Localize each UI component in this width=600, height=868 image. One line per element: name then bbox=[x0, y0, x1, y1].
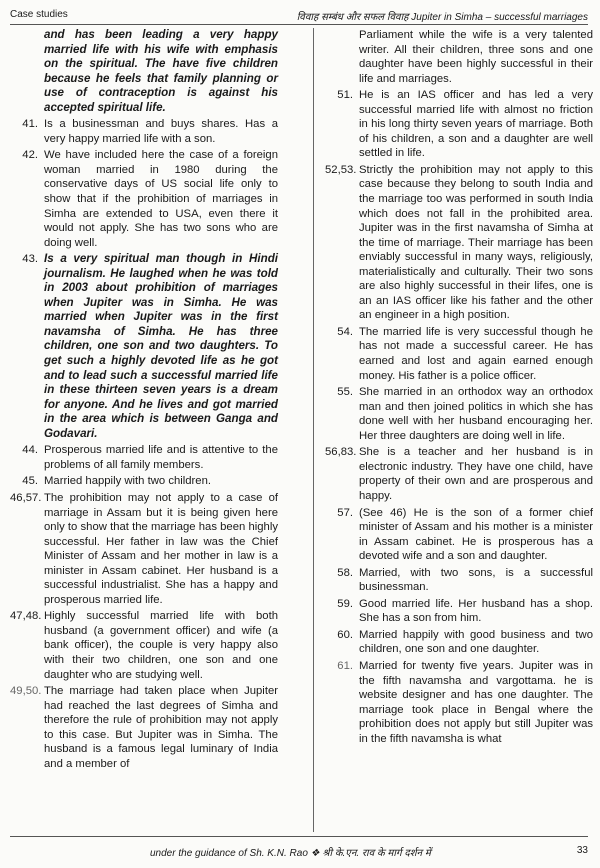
case-entry bbox=[325, 628, 593, 657]
case-text: Strictly the prohibition may not apply to this case because they belong to south India and the marriage too was performed in south India which does not fall in the prohibited area. Jupiter was in the first navamsha of Simha at the time of marriage. Their marriage has been enviably successful in many ways, religiously, materialistically and culturally. Their two sons are also highly successful in their lifes, one is an an IAS officer like his father and the other an engineer in a high position. bbox=[359, 163, 593, 322]
case-number: 60. bbox=[337, 628, 353, 641]
case-number: 41. bbox=[22, 118, 38, 131]
case-entry bbox=[325, 566, 593, 595]
case-entry bbox=[325, 325, 593, 383]
case-number: 56,83. bbox=[325, 446, 357, 459]
case-text: The marriage had taken place when Jupiter had reached the last degrees of Simha and therefore the rule of prohibition may not apply to this case. But Jupiter was in Simha. The husband is a famous legal luminary of India and a member of bbox=[44, 685, 278, 770]
case-entry bbox=[325, 385, 593, 443]
case-text: The prohibition may not apply to a case of marriage in Assam but it is being given here only to show that the marriage has been highly successful. Her father in law was the Chief Minister of Assam and her mother in law is a minister in Assam cabinet. Her husband is a successful industrialist. She has a happy and prosperous married life. bbox=[44, 491, 278, 606]
case-text: She married in an orthodox way an orthodox man and then joined politics in which she has done well with her husband encouraging her. Her three daughters are doing well in life. bbox=[359, 386, 593, 442]
case-continuation: Parliament while the wife is a very talented writer. All their children, three sons and one daughter have been highly successful in their life and marriages. bbox=[359, 29, 593, 85]
case-text: She is a teacher and her husband is in electronic industry. They have one child, have property of their own and are prosperous and happy. bbox=[359, 446, 593, 502]
case-number: 49,50. bbox=[10, 685, 42, 698]
case-entry bbox=[10, 443, 278, 472]
case-continuation: and has been leading a very happy married life with his wife with emphasis on the spiritual. The have five children because he feels that family planning or use of contraception is against his accepted spiritual life. bbox=[44, 28, 278, 114]
case-entry bbox=[10, 474, 278, 489]
case-number: 61. bbox=[337, 659, 353, 672]
case-number: 43. bbox=[22, 253, 38, 266]
case-entry bbox=[325, 506, 593, 564]
case-entry bbox=[325, 659, 593, 746]
case-number: 46,57. bbox=[10, 491, 42, 504]
header-chapter-title: विवाह सम्बंध और सफल विवाह Jupiter in Simha – successful marriages bbox=[296, 12, 588, 23]
case-entry bbox=[325, 88, 593, 161]
case-entry bbox=[10, 117, 278, 146]
right-column bbox=[325, 28, 593, 748]
page-number: 33 bbox=[576, 845, 588, 856]
case-text: Is a businessman and buys shares. Has a very happy married life with a son. bbox=[44, 118, 278, 145]
case-text: (See 46) He is the son of a former chief minister of Assam and his mother is a minister in Assam cabinet. He is prosperous has a devoted wife and a son and daughter. bbox=[359, 506, 593, 563]
case-number: 57. bbox=[337, 506, 353, 519]
case-text: Married, with two sons, is a successful businessman. bbox=[359, 566, 593, 594]
header-section-title: Case studies bbox=[10, 9, 68, 20]
case-text: The married life is very successful though he has not made a successful career. He has earned and lost and again earned enough money. His father is a police officer. bbox=[359, 325, 593, 382]
case-number: 45. bbox=[22, 475, 38, 488]
case-entry bbox=[325, 163, 593, 323]
case-entry bbox=[325, 597, 593, 626]
left-column bbox=[10, 28, 278, 773]
case-text: He is an IAS officer and has led a very successful married life with almost no friction in his long thirty seven years of marriage. Both of his children, a son and a daughter are well settled in life. bbox=[359, 89, 593, 160]
page-footer bbox=[10, 836, 588, 863]
case-number: 44. bbox=[22, 444, 38, 457]
case-number: 52,53. bbox=[325, 163, 357, 176]
case-text: Married for twenty five years. Jupiter was in the fifth navamsha and vargottama. he is website designer and has one daughter. The marriage took place in Bengal where the prohibition does not apply but still Jupiter was in the fifth navamsha is what bbox=[359, 659, 593, 745]
case-number: 59. bbox=[337, 597, 353, 610]
case-entry bbox=[10, 491, 278, 607]
case-number: 55. bbox=[337, 386, 353, 399]
case-number: 42. bbox=[22, 149, 38, 162]
case-entry bbox=[10, 684, 278, 771]
case-number: 51. bbox=[337, 89, 353, 102]
case-text: Prosperous married life and is attentive to the problems of all family members. bbox=[44, 444, 278, 471]
case-text: Married happily with two children. bbox=[44, 475, 212, 488]
case-text: Is a very spiritual man though in Hindi journalism. He laughed when he was told in 2003 about prohibition of marriages when Jupiter was in Simha. He was married when Jupiter was in the first navamsha of Simha. He has three children, one son and two daughters. To get such a highly devoted life as he got and to lead such a successful married life in these thirteen seven years is a dream for anyone. And he lives and got married in the area which is between Ganga and Godavari. bbox=[44, 252, 278, 440]
case-entry bbox=[10, 148, 278, 250]
case-number: 47,48. bbox=[10, 610, 42, 623]
case-text: Good married life. Her husband has a shop. She has a son from him. bbox=[359, 597, 593, 625]
case-entry bbox=[10, 609, 278, 682]
case-text: Married happily with good business and two children, one son and one daughter. bbox=[359, 628, 593, 656]
case-entry bbox=[325, 445, 593, 503]
case-text: Highly successful married life with both husband (a government officer) and wife (a bank officer), the couple is very happy also with their two children, one son and one daughter who are studying well. bbox=[44, 610, 278, 681]
case-number: 54. bbox=[337, 325, 353, 338]
case-text: We have included here the case of a foreign woman married in 1980 during the conservative days of US social life only to show that if the prohibition of marriages in Simha are extended to USA, even there it would not apply. She has two sons who are doing well. bbox=[44, 149, 278, 249]
case-number: 58. bbox=[337, 566, 353, 579]
column-divider bbox=[313, 28, 314, 832]
page-header bbox=[10, 2, 588, 25]
footer-credit: under the guidance of Sh. K.N. Rao ❖ श्री के.एन. राव के मार्ग दर्शन में bbox=[150, 848, 431, 859]
case-entry bbox=[10, 252, 278, 441]
